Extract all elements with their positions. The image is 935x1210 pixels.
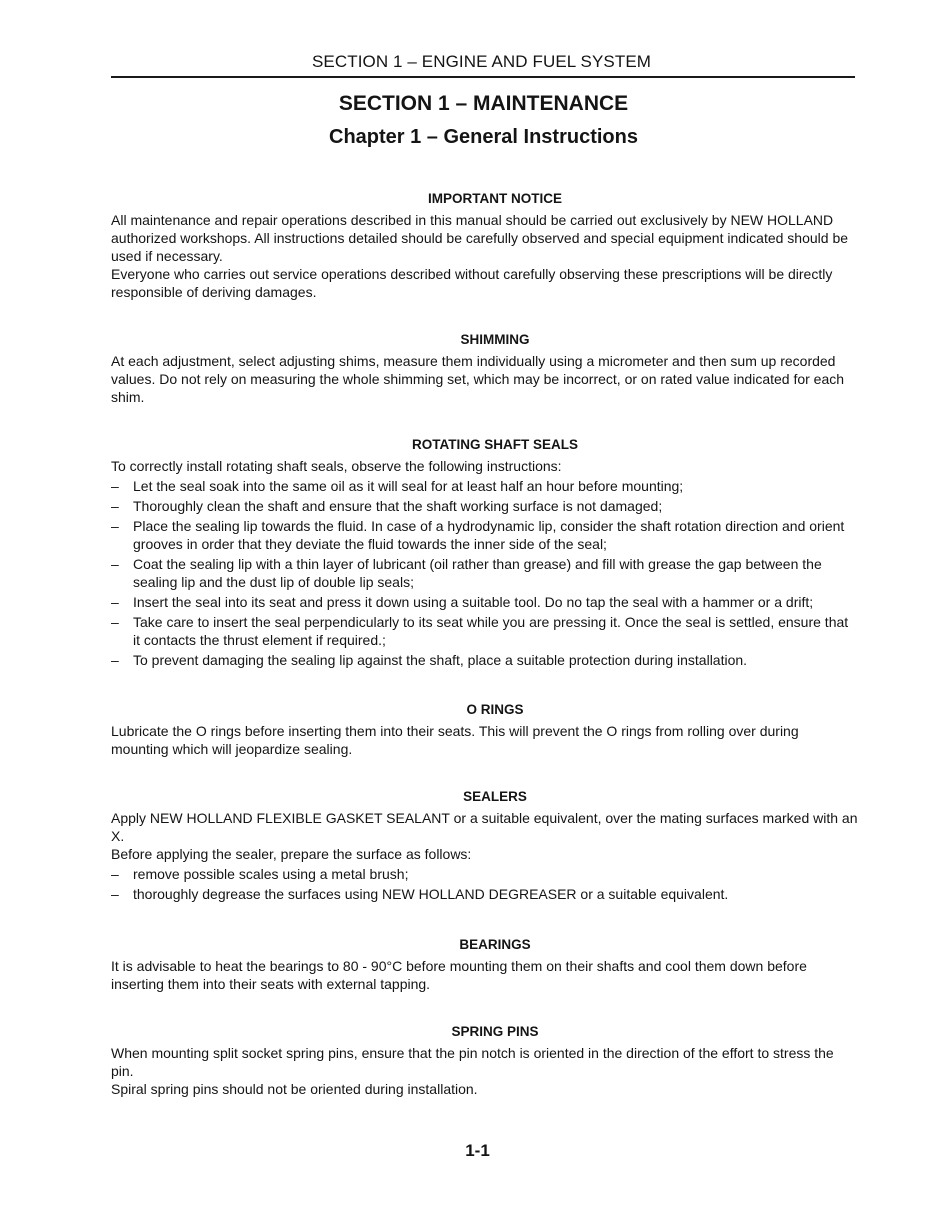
section-bearings: [111, 936, 859, 993]
section-heading: ROTATING SHAFT SEALS: [412, 437, 578, 452]
section-title: SECTION 1 – MAINTENANCE: [338, 92, 629, 115]
paragraph: It is advisable to heat the bearings to 80 - 90°C before mounting them on their shafts and cool them down before inserting them into their seats with external tapping.: [111, 958, 807, 992]
list-item: [111, 613, 859, 649]
dash-marker: –: [111, 866, 119, 882]
section-o-rings: [111, 701, 859, 758]
dash-marker: –: [111, 614, 119, 630]
chapter-title: Chapter 1 – General Instructions: [329, 126, 638, 148]
section-shimming: [111, 331, 859, 406]
paragraph: To correctly install rotating shaft seals, observe the following instructions:: [111, 458, 562, 474]
instruction-list: [111, 865, 859, 903]
list-item-text: To prevent damaging the sealing lip against the shaft, place a suitable protection during installation.: [133, 652, 748, 668]
paragraph: At each adjustment, select adjusting shims, measure them individually using a micrometer and then sum up recorded values. Do not rely on measuring the whole shimming set, which may be incorrect, or on rated value indicated for each shim.: [111, 353, 845, 405]
page-number: 1-1: [465, 1141, 490, 1160]
list-item-text: Place the sealing lip towards the fluid. In case of a hydrodynamic lip, consider the shaft rotation direction and orient grooves in order that they deviate the fluid towards the inner side of the seal;: [133, 518, 845, 552]
dash-marker: –: [111, 518, 119, 534]
section-rotating-shaft-seals: [111, 436, 859, 669]
dash-marker: –: [111, 478, 119, 494]
list-item-text: thoroughly degrease the surfaces using NEW HOLLAND DEGREASER or a suitable equivalent.: [133, 886, 729, 902]
section-important-notice: [111, 190, 859, 301]
list-item-text: remove possible scales using a metal brush;: [133, 866, 409, 882]
dash-marker: –: [111, 652, 119, 668]
list-item-text: Insert the seal into its seat and press it down using a suitable tool. Do no tap the seal with a hammer or a drift;: [133, 594, 814, 610]
dash-marker: –: [111, 498, 119, 514]
list-item: [111, 555, 859, 591]
list-item: [111, 477, 859, 495]
list-item: [111, 497, 859, 515]
list-item-text: Thoroughly clean the shaft and ensure that the shaft working surface is not damaged;: [133, 498, 663, 514]
list-item-text: Coat the sealing lip with a thin layer of lubricant (oil rather than grease) and fill with grease the gap between the sealing lip and the dust lip of double lip seals;: [133, 556, 822, 590]
list-item: [111, 593, 859, 611]
section-heading: SHIMMING: [460, 332, 530, 347]
list-item-text: Take care to insert the seal perpendicularly to its seat while you are pressing it. Once the seal is settled, ensure that it contacts the thrust element if required.;: [133, 614, 849, 648]
paragraph: All maintenance and repair operations described in this manual should be carried out exclusively by NEW HOLLAND authorized workshops. All instructions detailed should be carefully observed and special equipment indicated should be used if necessary.: [111, 212, 849, 264]
section-heading: IMPORTANT NOTICE: [428, 191, 562, 206]
paragraph: Everyone who carries out service operations described without carefully observing these prescriptions will be directly responsible of deriving damages.: [111, 266, 833, 300]
section-heading: SPRING PINS: [451, 1024, 539, 1039]
instruction-list: [111, 477, 859, 669]
dash-marker: –: [111, 556, 119, 572]
section-heading: BEARINGS: [459, 937, 531, 952]
paragraph: Before applying the sealer, prepare the surface as follows:: [111, 846, 472, 862]
paragraph: When mounting split socket spring pins, ensure that the pin notch is oriented in the direction of the effort to stress the pin.: [111, 1045, 834, 1079]
section-sealers: [111, 788, 859, 903]
dash-marker: –: [111, 594, 119, 610]
paragraph: Apply NEW HOLLAND FLEXIBLE GASKET SEALANT or a suitable equivalent, over the mating surfaces marked with an X.: [111, 810, 858, 844]
section-heading: SEALERS: [463, 789, 527, 804]
list-item: [111, 885, 859, 903]
list-item: [111, 517, 859, 553]
section-heading: O RINGS: [466, 702, 524, 717]
dash-marker: –: [111, 886, 119, 902]
paragraph: Spiral spring pins should not be oriented during installation.: [111, 1081, 478, 1097]
list-item: [111, 865, 859, 883]
page-content: [111, 190, 859, 1098]
header-rule: [111, 76, 855, 78]
list-item: [111, 651, 859, 669]
section-spring-pins: [111, 1023, 859, 1098]
list-item-text: Let the seal soak into the same oil as it will seal for at least half an hour before mounting;: [133, 478, 684, 494]
paragraph: Lubricate the O rings before inserting them into their seats. This will prevent the O rings from rolling over during mounting which will jeopardize sealing.: [111, 723, 799, 757]
running-header: SECTION 1 – ENGINE AND FUEL SYSTEM: [311, 52, 652, 71]
